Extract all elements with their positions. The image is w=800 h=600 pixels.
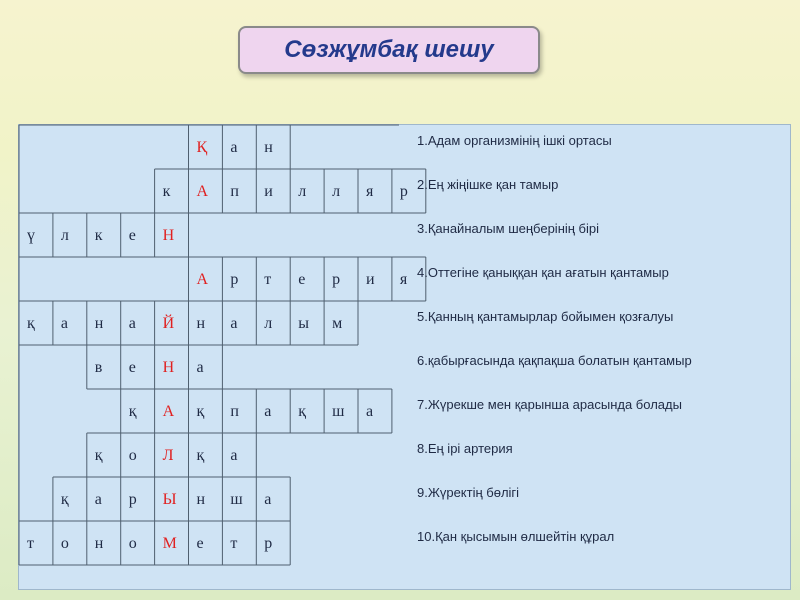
letter-cell: р <box>399 183 408 200</box>
letter-cell: о <box>60 535 69 552</box>
letter-cell: ш <box>230 491 243 508</box>
clue-item: 1.Адам организмінің ішкі ортасы <box>417 133 612 148</box>
letter-cell: р <box>264 535 273 552</box>
key-letter-cell: Ы <box>162 491 177 508</box>
letter-cell: а <box>94 491 102 508</box>
letter-cell: а <box>196 359 204 376</box>
letter-cell: е <box>298 271 306 288</box>
letter-cell: е <box>196 535 204 552</box>
page-title: Сөзжұмбақ шешу <box>284 36 494 63</box>
letter-cell: ү <box>27 227 35 244</box>
letter-cell: н <box>196 315 206 332</box>
letter-cell: м <box>332 315 343 332</box>
letter-cell: қ <box>94 447 103 464</box>
letter-cell: о <box>128 447 137 464</box>
letter-cell: п <box>230 183 239 200</box>
letter-cell: а <box>230 447 238 464</box>
letter-cell: т <box>230 535 238 552</box>
clue-item: 5.Қанның қантамырлар бойымен қозғалуы <box>417 309 674 324</box>
clue-item: 2.Ең жіңішке қан тамыр <box>417 177 559 192</box>
letter-cell: я <box>366 183 374 200</box>
letter-cell: а <box>264 491 272 508</box>
letter-cell: в <box>94 359 103 376</box>
letter-cell: а <box>128 315 136 332</box>
key-letter-cell: Қ <box>196 139 208 156</box>
letter-cell: қ <box>60 491 69 508</box>
letter-cell: р <box>128 491 137 508</box>
letter-cell: л <box>298 183 307 200</box>
letter-cell: қ <box>196 447 205 464</box>
key-letter-cell: Л <box>162 447 174 464</box>
letter-cell: р <box>230 271 239 288</box>
clue-item: 7.Жүрекше мен қарынша арасында болады <box>417 397 682 412</box>
crossword-panel <box>18 124 791 590</box>
letter-cell: а <box>230 139 238 156</box>
letter-cell: н <box>264 139 273 156</box>
letter-cell: қ <box>27 315 35 332</box>
letter-cell: қ <box>128 403 137 420</box>
letter-cell: е <box>128 359 136 376</box>
letter-cell: а <box>230 315 238 332</box>
letter-cell: р <box>332 271 341 288</box>
clue-item: 6.қабырғасында қақпақша болатын қантамыр <box>417 353 692 368</box>
clue-item: 8.Ең ірі артерия <box>417 441 513 456</box>
key-letter-cell: Н <box>162 359 175 376</box>
letter-cell: а <box>60 315 69 332</box>
letter-cell: н <box>94 535 104 552</box>
letter-cell: н <box>196 491 206 508</box>
clue-item: 3.Қанайналым шеңберінің бірі <box>417 221 599 236</box>
clue-item: 4.Оттегіне қаныққан қан ағатын қантамыр <box>417 265 669 280</box>
letter-cell: к <box>94 227 103 244</box>
letter-cell: л <box>60 227 69 244</box>
letter-cell: қ <box>196 403 205 420</box>
letter-cell: л <box>264 315 273 332</box>
letter-cell: ш <box>332 403 345 420</box>
key-letter-cell: А <box>162 403 175 420</box>
clue-item: 10.Қан қысымын өлшейтін құрал <box>417 529 615 544</box>
key-letter-cell: Й <box>162 315 175 332</box>
letter-cell: к <box>162 183 171 200</box>
letter-cell: а <box>264 403 272 420</box>
key-letter-cell: Н <box>162 227 175 244</box>
letter-cell: о <box>128 535 137 552</box>
title-banner <box>238 26 540 74</box>
letter-cell: қ <box>298 403 306 420</box>
letter-cell: а <box>366 403 374 420</box>
clue-item: 9.Жүректің бөлігі <box>417 485 520 500</box>
letter-cell: т <box>264 271 272 288</box>
key-letter-cell: М <box>162 535 177 552</box>
key-letter-cell: А <box>196 183 209 200</box>
crossword-grid <box>19 125 408 575</box>
key-letter-cell: А <box>196 271 209 288</box>
letter-cell: н <box>94 315 104 332</box>
letter-cell: л <box>332 183 341 200</box>
letter-cell: п <box>230 403 239 420</box>
letter-cell: и <box>366 271 375 288</box>
letter-cell: е <box>128 227 136 244</box>
letter-cell: т <box>27 535 34 552</box>
letter-cell: ы <box>298 315 309 332</box>
letter-cell: я <box>399 271 408 288</box>
letter-cell: и <box>264 183 273 200</box>
